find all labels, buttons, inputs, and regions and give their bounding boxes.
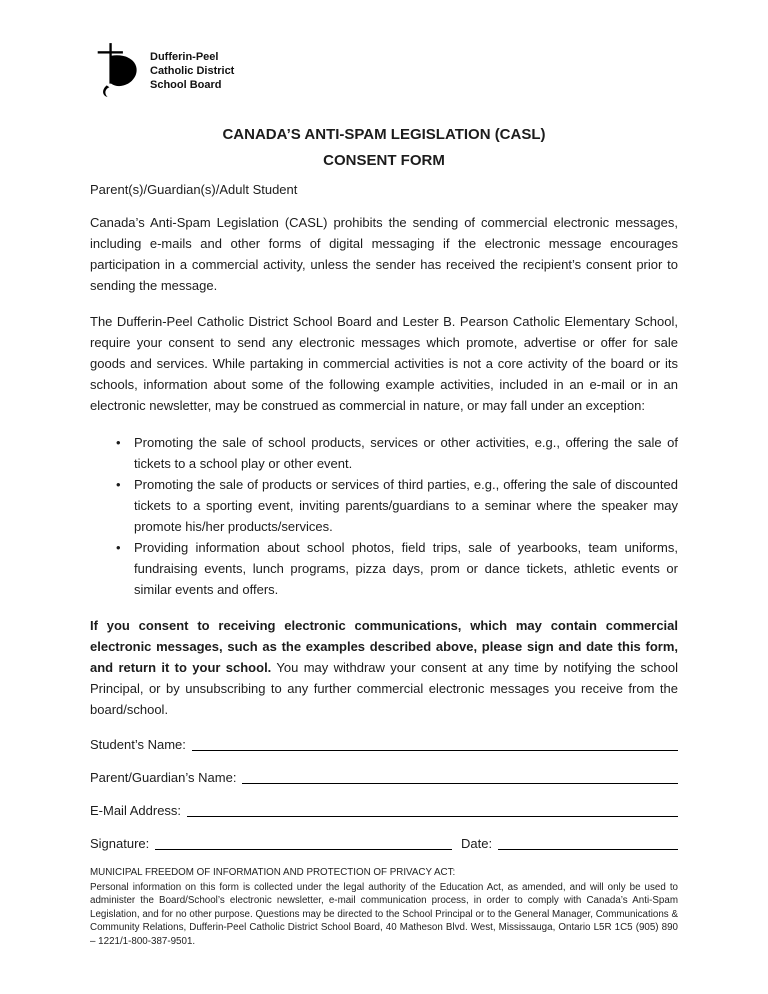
privacy-notice — [90, 866, 678, 948]
email-row — [90, 802, 678, 819]
privacy-notice-heading: MUNICIPAL FREEDOM OF INFORMATION AND PROTECTION OF PRIVACY ACT: — [90, 867, 456, 878]
school-board-name — [150, 40, 234, 92]
list-item: • Promoting the sale of products or services of third parties, e.g., offering the sale of discounted tickets to a sporting event, inviting parents/guardians to a seminar where the speaker may promote his/her products/services. — [90, 474, 678, 537]
signature-blank-line — [155, 840, 452, 850]
parent-name-label: Parent/Guardian’s Name: — [90, 770, 237, 785]
school-board-logo — [86, 40, 678, 102]
consent-bold-text: If you consent to receiving electronic communications, which may contain commercial electronic messages, such as the examples described above, please sign and date this form, and return it to your school. — [90, 618, 678, 675]
student-name-row — [90, 736, 678, 753]
date-blank-line — [498, 840, 678, 850]
consent-regular-text: You may withdraw your consent at any time by notifying the school Principal, or by unsubscribing to any further commercial electronic messages you receive from the board/school. — [90, 660, 678, 717]
addressee-line: Parent(s)/Guardian(s)/Adult Student — [90, 182, 298, 197]
logo-text-line1: Dufferin-Peel — [150, 51, 219, 63]
date-label: Date: — [461, 836, 493, 851]
signature-date-row — [90, 835, 678, 852]
page-title — [90, 122, 678, 174]
privacy-notice-body: Personal information on this form is collected under the legal authority of the Education Act, as amended, and will only be used to administer the Board/School’s electronic newsletter, e-mail communication process, in order to comply with Canada’s Anti-Spam Legislation, and for no other purpose. Questions may be directed to the School Principal or to the General Manager, Communications & Community Relations, Dufferin-Peel Catholic District School Board, 40 Matheson Blvd. West, Mississauga, Ontario L5R 1C5 (905) 890 – 1221/1-800-387-9501. — [90, 881, 678, 947]
list-item: • Promoting the sale of school products, services or other activities, e.g., offering the sale of tickets to a school play or other event. — [90, 432, 678, 474]
title-line1: CANADA’S ANTI-SPAM LEGISLATION (CASL) — [222, 126, 546, 143]
email-label: E-Mail Address: — [90, 803, 182, 818]
title-line2: CONSENT FORM — [323, 152, 445, 169]
intro-paragraph: Canada’s Anti-Spam Legislation (CASL) prohibits the sending of commercial electronic messages, including e-mails and other forms of digital messaging if the electronic message encourages participation in a commercial activity, unless the sender has received the recipient’s consent prior to sending the message. — [90, 215, 678, 293]
consent-instructions-paragraph — [90, 615, 678, 720]
student-name-label: Student’s Name: — [90, 737, 186, 752]
board-consent-paragraph: The Dufferin-Peel Catholic District School Board and Lester B. Pearson Catholic Elementary School, require your consent to send any electronic messages which promote, advertise or offer for sale goods and services. While partaking in commercial activities is not a core activity of the board or its schools, information about some of the following example activities, included in an e-mail or in an electronic newsletter, may be construed as commercial in nature, or may fall under an exception: — [90, 314, 678, 413]
parent-name-blank-line — [242, 774, 678, 784]
parent-name-row — [90, 769, 678, 786]
student-name-blank-line — [192, 741, 678, 751]
signature-label: Signature: — [90, 836, 150, 851]
example-activities-list — [90, 432, 678, 600]
dufferin-peel-crest-icon — [86, 40, 140, 102]
logo-text-line2: Catholic District — [150, 65, 235, 77]
signature-fields — [90, 736, 678, 852]
logo-text-line3: School Board — [150, 79, 222, 91]
list-item: • Providing information about school photos, field trips, sale of yearbooks, team uniforms, fundraising events, lunch programs, pizza days, prom or dance tickets, athletic events or similar events and offers. — [90, 537, 678, 600]
email-blank-line — [187, 807, 678, 817]
